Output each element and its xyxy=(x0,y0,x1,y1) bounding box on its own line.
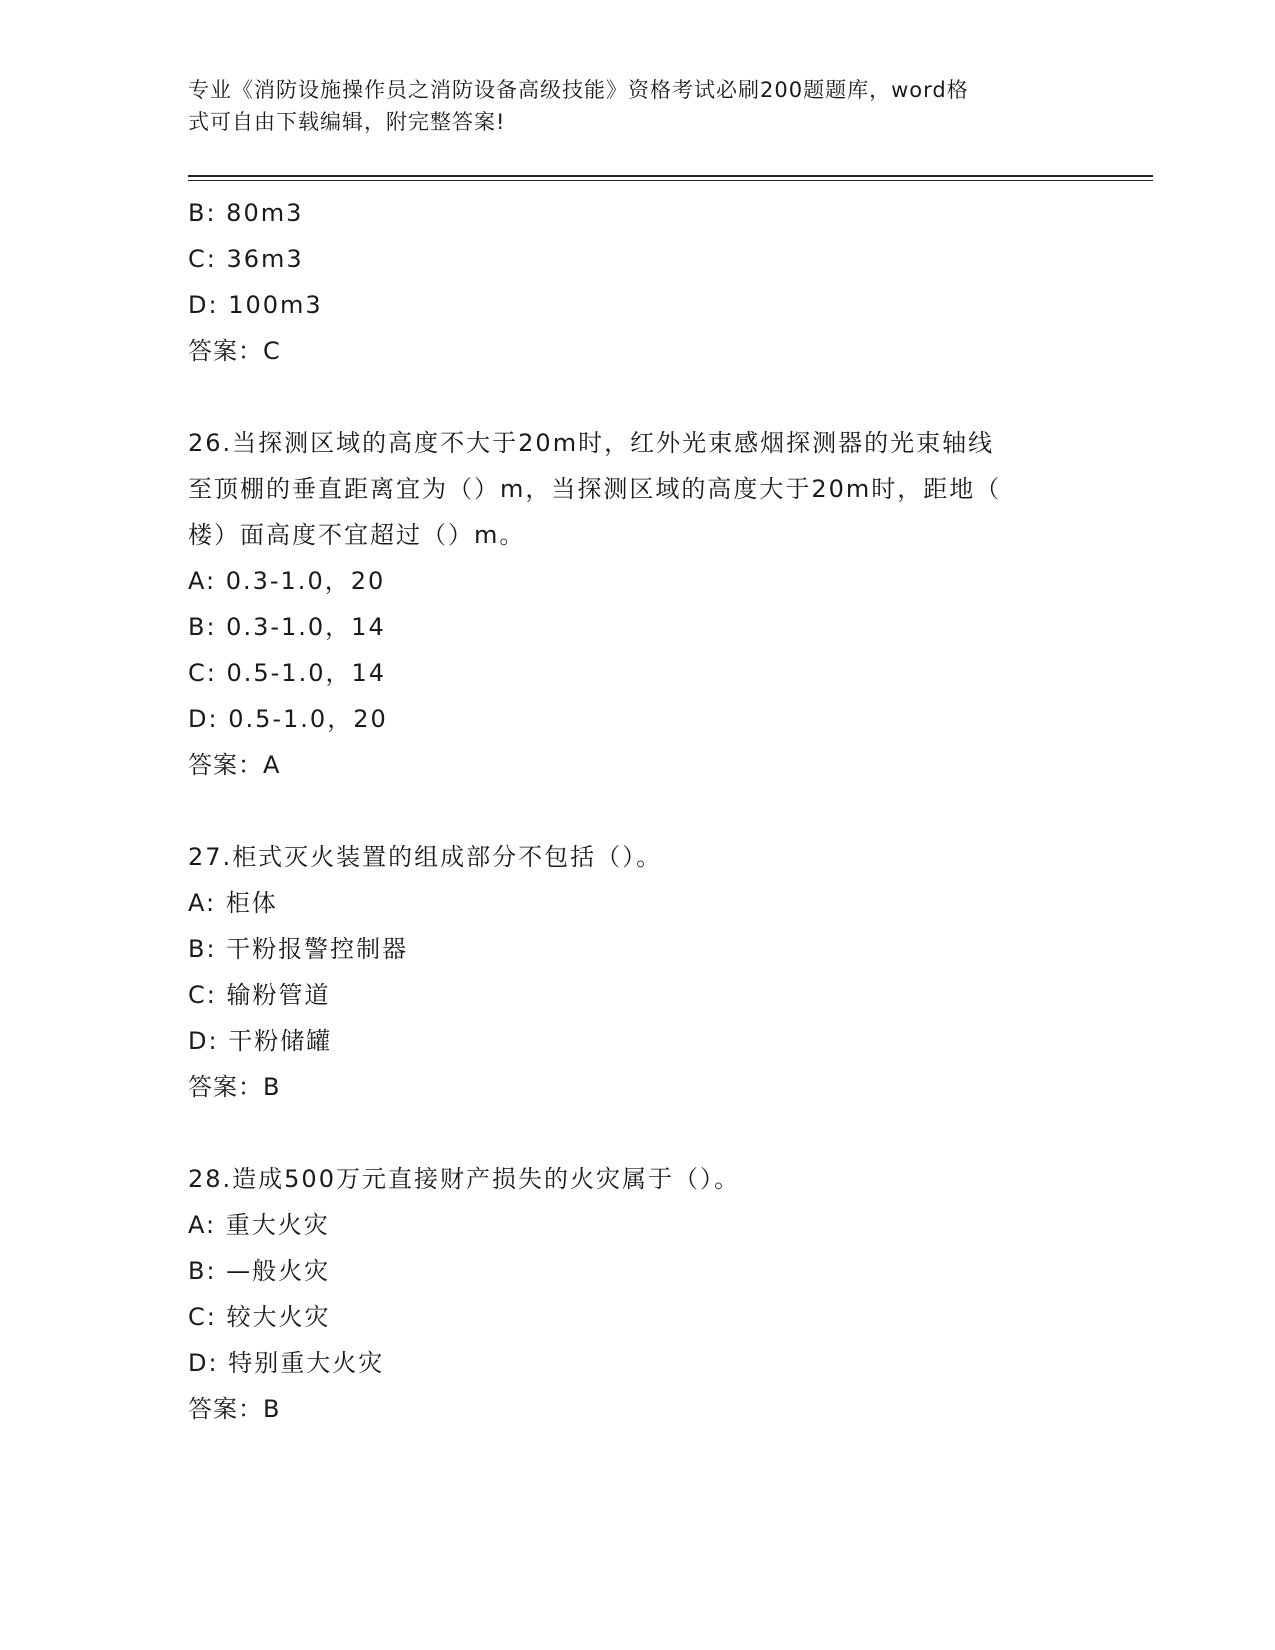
question-text-line: 至顶棚的垂直距离宜为（）m，当探测区域的高度大于20m时，距地（ xyxy=(188,475,1002,503)
document-header xyxy=(188,74,1088,138)
question-block-prev xyxy=(188,190,1088,374)
option-c: C: 0.5-1.0，14 xyxy=(188,659,387,687)
option-d: D: 干粉储罐 xyxy=(188,1027,333,1055)
option-a: A: 重大火灾 xyxy=(188,1211,330,1239)
option-a: A: 0.3-1.0，20 xyxy=(188,567,386,595)
question-text-line: 楼）面高度不宜超过（）m。 xyxy=(188,521,526,549)
question-text: 28.造成500万元直接财产损失的火灾属于（）。 xyxy=(188,1165,740,1193)
header-line-1: 专业《消防设施操作员之消防设备高级技能》资格考试必刷200题题库，word格 xyxy=(188,78,969,102)
question-text-line: 26.当探测区域的高度不大于20m时，红外光束感烟探测器的光束轴线 xyxy=(188,429,995,457)
option-d: D: 100m3 xyxy=(188,291,323,319)
answer-line: 答案：B xyxy=(188,1073,281,1101)
option-d: D: 特别重大火灾 xyxy=(188,1349,385,1377)
question-list xyxy=(188,190,1088,1432)
option-b: B: 80m3 xyxy=(188,199,304,227)
option-c: C: 较大火灾 xyxy=(188,1303,331,1331)
option-c: C: 36m3 xyxy=(188,245,304,273)
question-block-26 xyxy=(188,420,1088,788)
answer-line: 答案：A xyxy=(188,751,281,779)
option-b: B: 干粉报警控制器 xyxy=(188,935,409,963)
option-c: C: 输粉管道 xyxy=(188,981,331,1009)
option-a: A: 柜体 xyxy=(188,889,278,917)
option-b: B: 0.3-1.0，14 xyxy=(188,613,386,641)
question-text: 27.柜式灭火装置的组成部分不包括（）。 xyxy=(188,843,663,871)
option-b: B: —般火灾 xyxy=(188,1257,331,1285)
header-divider-thin xyxy=(188,180,1153,181)
question-block-28 xyxy=(188,1156,1088,1432)
option-d: D: 0.5-1.0，20 xyxy=(188,705,388,733)
answer-line: 答案：C xyxy=(188,337,281,365)
header-divider xyxy=(188,175,1153,177)
question-block-27 xyxy=(188,834,1088,1110)
question-text xyxy=(188,420,1088,558)
header-line-2: 式可自由下载编辑，附完整答案! xyxy=(188,110,506,134)
answer-line: 答案：B xyxy=(188,1395,281,1423)
